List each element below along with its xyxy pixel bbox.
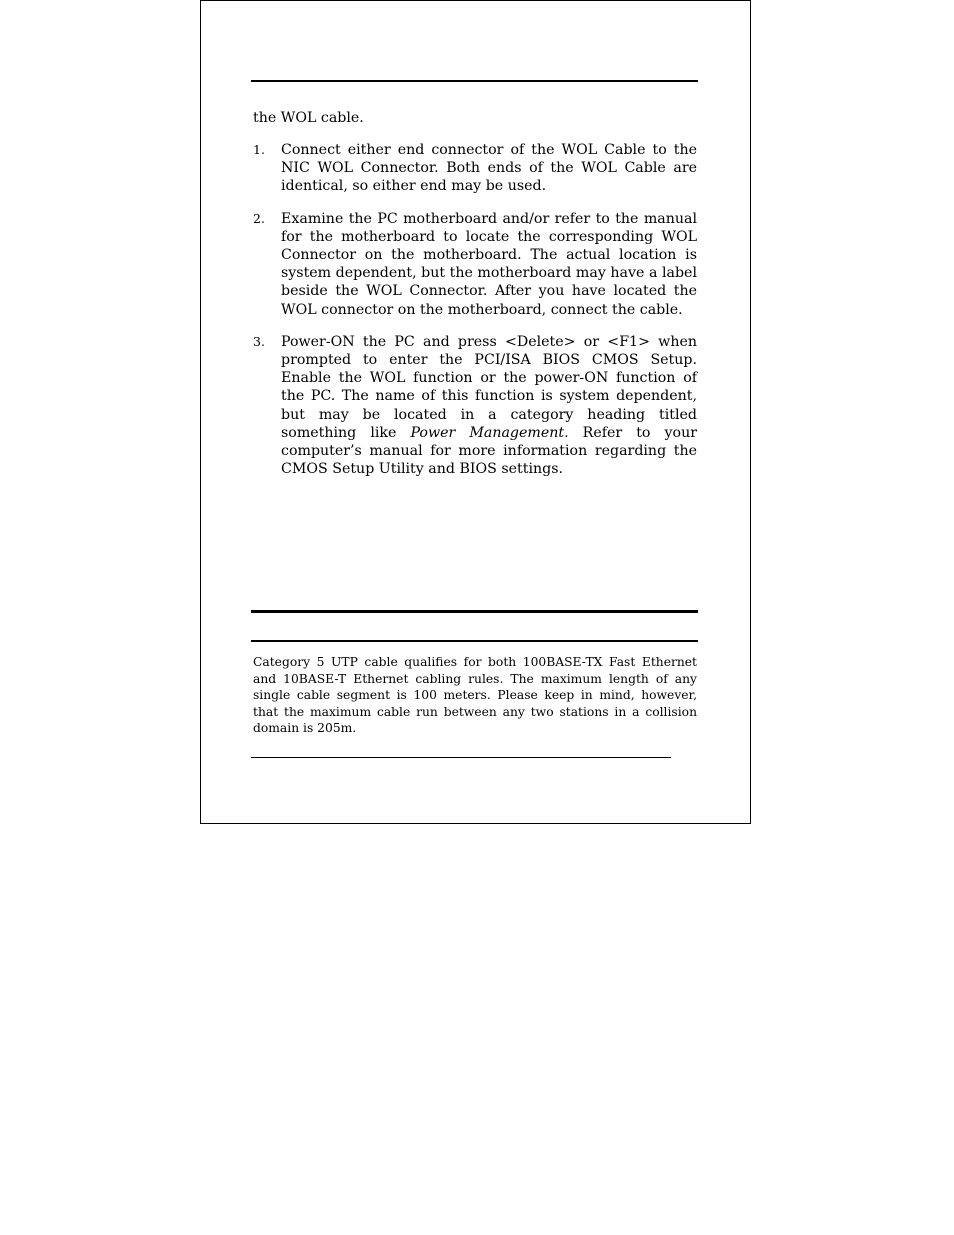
note-second-rule xyxy=(251,640,698,642)
step-3-emphasis: Power Management xyxy=(410,424,565,441)
step-3-text-before: Power-ON the PC and press <Delete> or <F1> when prompted to enter the PCI/ISA BIOS CMOS Setup. Enable the WOL function or the power-ON function of the PC. The name of this function is system dependent, but may be located in a category heading titled something like xyxy=(281,333,697,441)
step-1-text: Connect either end connector of the WOL Cable to the NIC WOL Connector. Both ends of the WOL Cable are identical, so either end may be used. xyxy=(281,142,697,195)
bottom-rule xyxy=(251,757,671,758)
note-text: Category 5 UTP cable qualifies for both 100BASE-TX Fast Ethernet and 10BASE-T Ethernet cabling rules. The maximum length of any single cable segment is 100 meters. Please keep in mind, however, that the maximum cable run between any two stations in a collision domain is 205m. xyxy=(253,655,697,736)
step-3 xyxy=(253,333,697,479)
step-3-text-after: . Refer to your computer’s manual for more information regarding the CMOS Setup Utility and BIOS settings. xyxy=(281,424,697,478)
step-2-text: Examine the PC motherboard and/or refer to the manual for the motherboard to locate the corresponding WOL Connector on the motherboard. The actual location is system dependent, but the motherboard may have a label beside the WOL Connector. After you have located the WOL connector on the motherboard, connect the cable. xyxy=(281,210,697,318)
step-1 xyxy=(253,141,697,196)
step-2 xyxy=(253,210,697,319)
step-2-number: 2. xyxy=(253,210,265,226)
step-3-number: 3. xyxy=(253,333,265,349)
note-top-rule xyxy=(251,610,698,613)
step-1-number: 1. xyxy=(253,142,265,157)
step-3-text xyxy=(281,333,697,479)
step-list xyxy=(253,141,697,492)
top-rule xyxy=(251,80,698,82)
intro-text: the WOL cable. xyxy=(253,110,364,126)
